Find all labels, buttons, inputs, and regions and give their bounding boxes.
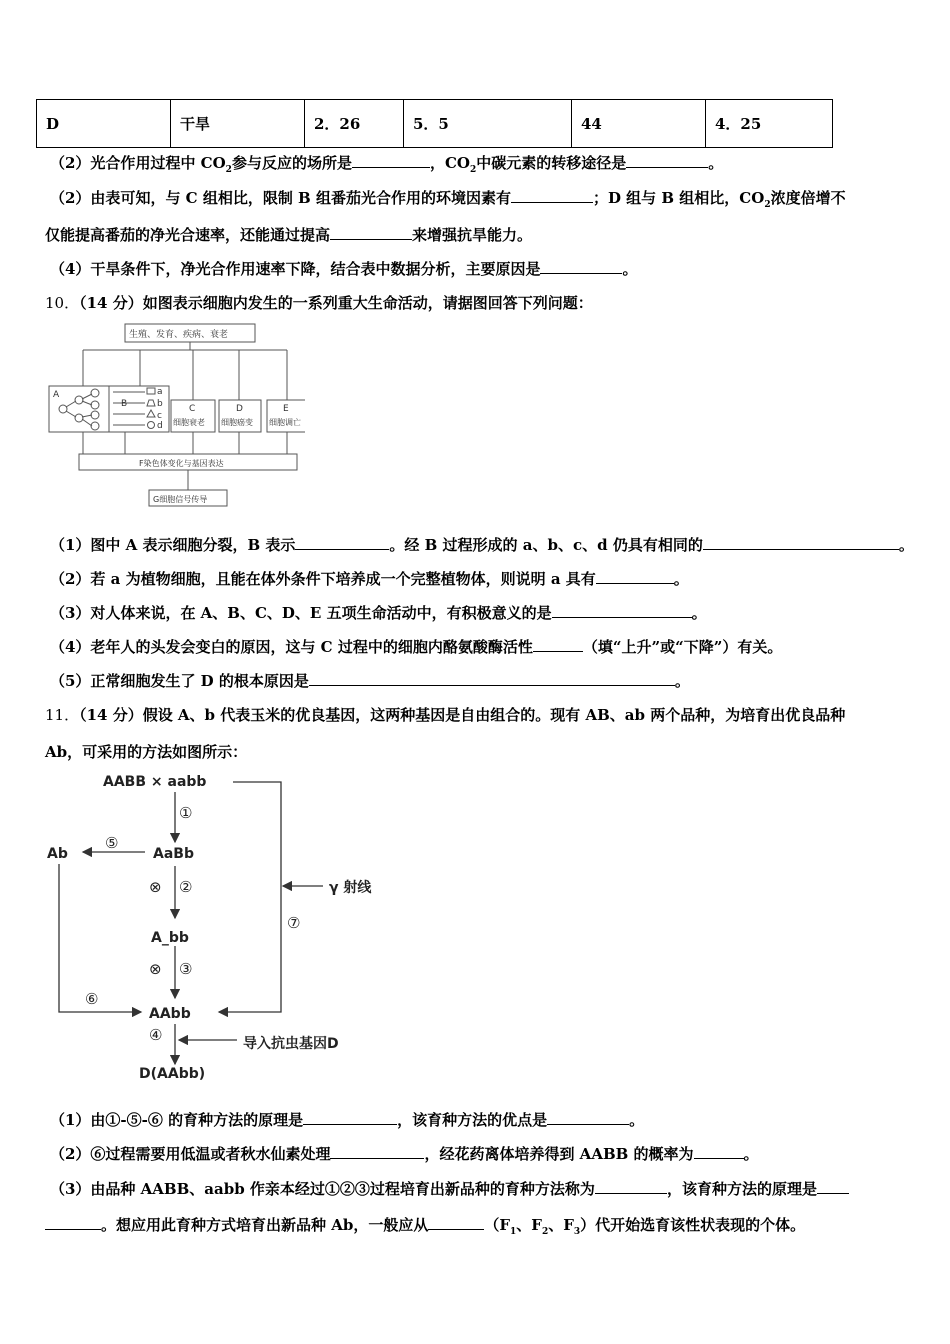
- q10-s5: （5）正常细胞发生了 D 的根本原因是 。: [50, 672, 690, 690]
- q10-s1: （1）图中 A 表示细胞分裂，B 表示 。经 B 过程形成的 a、b、c、d 仍具有相同的 。: [50, 536, 914, 554]
- gamma-label: γ 射线: [329, 880, 372, 896]
- svg-text:⊗: ⊗: [149, 960, 162, 978]
- aabb-label: AaBb: [153, 846, 194, 862]
- q11-header-2: Ab，可采用的方法如图所示：: [45, 743, 248, 761]
- answer-blank[interactable]: [352, 153, 430, 168]
- svg-text:⑤: ⑤: [105, 834, 119, 852]
- answer-blank[interactable]: [295, 535, 389, 550]
- svg-text:②: ②: [179, 878, 193, 896]
- q10-header: 10．（14 分）如图表示细胞内发生的一系列重大生命活动，请据图回答下列问题：: [45, 294, 593, 312]
- svg-text:G细胞信号传导: G细胞信号传导: [153, 495, 208, 504]
- table-cell: 2．26: [305, 100, 404, 148]
- answer-blank[interactable]: [511, 188, 593, 203]
- label-b: B: [121, 399, 128, 409]
- table-cell: 5．5: [404, 100, 572, 148]
- q10-s4: （4）老年人的头发会变白的原因，这与 C 过程中的细胞内酪氨酸酶活性 （填“上升”或“下降”）有关。: [50, 638, 783, 656]
- q10-s2: （2）若 a 为植物细胞，且能在体外条件下培养成一个完整植物体，则说明 a 具有 。: [50, 570, 689, 588]
- svg-text:b: b: [157, 399, 163, 409]
- answer-blank[interactable]: [595, 1179, 667, 1194]
- table-cell: 干旱: [171, 100, 305, 148]
- answer-blank[interactable]: [45, 1215, 101, 1230]
- svg-text:⑦: ⑦: [287, 914, 301, 932]
- svg-text:细胞衰老: 细胞衰老: [173, 418, 205, 427]
- table-row: [37, 100, 833, 148]
- answer-blank[interactable]: [703, 535, 899, 550]
- answer-blank[interactable]: [626, 153, 708, 168]
- breeding-diagram: [45, 768, 385, 1086]
- svg-text:细胞癌变: 细胞癌变: [221, 418, 253, 427]
- dfinal-label: D(AAbb): [139, 1066, 206, 1082]
- svg-text:⊗: ⊗: [149, 878, 162, 896]
- svg-text:d: d: [157, 421, 163, 431]
- svg-text:c: c: [157, 411, 162, 421]
- answer-blank[interactable]: [330, 225, 412, 240]
- q11-s2: （2）⑥过程需要用低温或者秋水仙素处理 ，经花药离体培养得到 AABB 的概率为 。: [50, 1145, 759, 1163]
- q10-s3: （3）对人体来说，在 A、B、C、D、E 五项生命活动中，有积极意义的是 。: [50, 604, 707, 622]
- label-a: A: [53, 390, 60, 400]
- svg-text:C: C: [189, 404, 196, 414]
- table-cell: D: [37, 100, 171, 148]
- q9-line-2: （2）由表可知，与 C 组相比，限制 B 组番茄光合作用的环境因素有 ；D 组与 B 组相比，$CO_2$浓度倍增不: [50, 189, 846, 210]
- answer-blank[interactable]: [596, 569, 674, 584]
- parents-label: AABB × aabb: [103, 774, 207, 790]
- q9-line-4: （4）干旱条件下，净光合作用速率下降，结合表中数据分析，主要原因是 。: [50, 260, 638, 278]
- answer-blank[interactable]: [309, 671, 675, 686]
- answer-blank[interactable]: [694, 1144, 744, 1159]
- cell-activity-diagram: [45, 320, 305, 515]
- svg-text:③: ③: [179, 960, 193, 978]
- answer-blank[interactable]: [303, 1110, 397, 1125]
- ab-label: Ab: [47, 846, 68, 862]
- answer-blank[interactable]: [540, 259, 622, 274]
- q9-line-1: （2）光合作用过程中 $CO_2$参与反应的场所是 ，$CO_2$中碳元素的转移途径是 。: [50, 154, 724, 175]
- svg-text:E: E: [283, 404, 289, 414]
- svg-text:D: D: [236, 404, 243, 414]
- q11-s3: （3）由品种 AABB、aabb 作亲本经过①②③过程培育出新品种的育种方法称为 ，该育种方法的原理是: [50, 1178, 849, 1199]
- answer-blank[interactable]: [552, 603, 692, 618]
- svg-text:a: a: [157, 387, 163, 397]
- svg-text:F染色体变化与基因表达: F染色体变化与基因表达: [139, 459, 224, 468]
- aabb2-label: AAbb: [149, 1006, 191, 1022]
- table-cell: 4．25: [706, 100, 833, 148]
- q9-line-3: 仅能提高番茄的净光合速率，还能通过提高 来增强抗旱能力。: [45, 226, 533, 244]
- svg-text:①: ①: [179, 804, 193, 822]
- gene-label: 导入抗虫基因D: [243, 1036, 339, 1052]
- svg-text:⑥: ⑥: [85, 990, 99, 1008]
- svg-text:细胞调亡: 细胞调亡: [269, 418, 301, 427]
- q11-s1: （1）由①-⑤-⑥ 的育种方法的原理是 ，该育种方法的优点是 。: [50, 1111, 645, 1129]
- data-table: [36, 99, 833, 148]
- answer-blank[interactable]: [330, 1144, 424, 1159]
- answer-blank[interactable]: [547, 1110, 629, 1125]
- answer-blank[interactable]: [533, 637, 583, 652]
- answer-blank[interactable]: [817, 1179, 849, 1194]
- top-label: 生殖、发育、疾病、衰老: [129, 330, 229, 340]
- answer-blank[interactable]: [428, 1215, 484, 1230]
- table-cell: 44: [572, 100, 706, 148]
- svg-text:④: ④: [149, 1026, 163, 1044]
- q11-s3b: 。想应用此育种方式培育出新品种 Ab，一般应从 （$F_1$、$F_2$、$F_3$）代开始选育该性状表现的个体。: [45, 1214, 805, 1237]
- q11-header: 11．（14 分）假设 A、b 代表玉米的优良基因，这两种基因是自由组合的。现有 AB、ab 两个品种，为培育出优良品种: [45, 706, 846, 724]
- a-bb-label: A_bb: [151, 930, 189, 946]
